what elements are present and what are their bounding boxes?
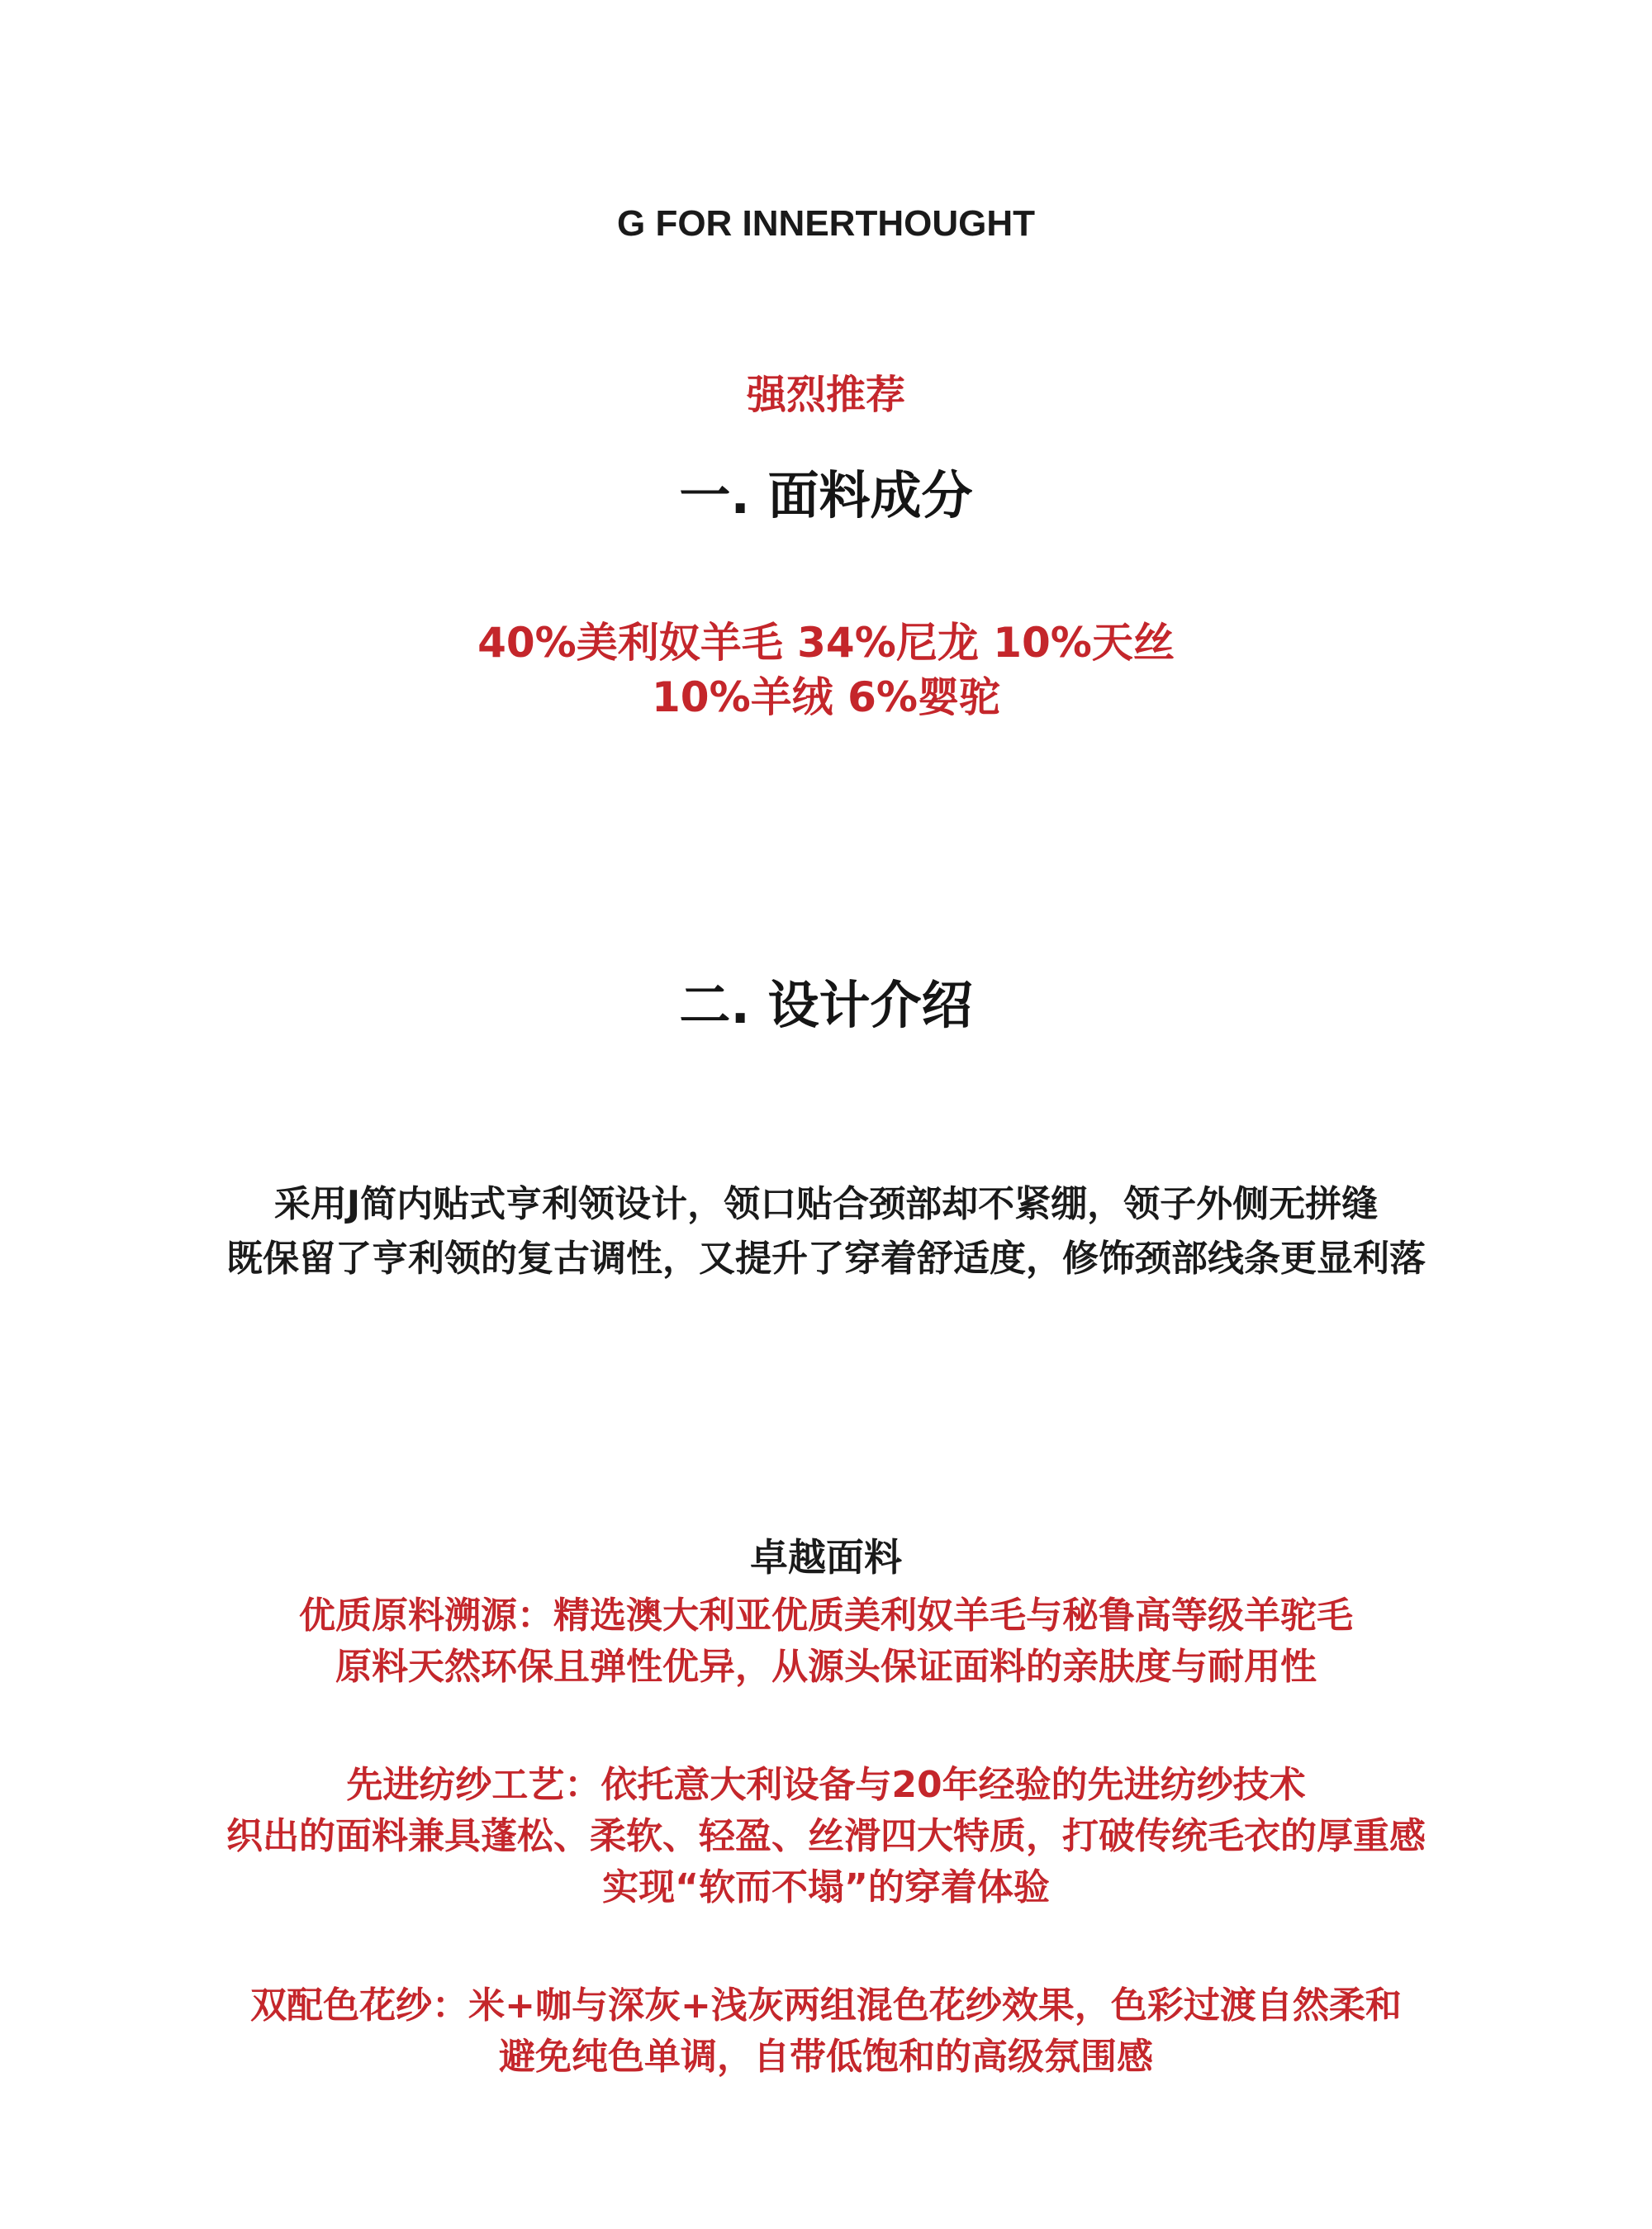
fabric-composition xyxy=(0,615,1652,725)
feature-line: 避免纯色单调，自带低饱和的高级氛围感 xyxy=(499,2036,1153,2078)
description-line: 采用J简内贴式亨利领设计，领口贴合颈部却不紧绷，领子外侧无拼缝 xyxy=(273,1183,1379,1225)
feature-line: 优质原料溯源：精选澳大利亚优质美利奴羊毛与秘鲁高等级羊驼毛 xyxy=(299,1595,1353,1637)
design-description xyxy=(0,1177,1652,1286)
composition-line: 40%美利奴羊毛 34%尼龙 10%天丝 xyxy=(477,619,1175,667)
composition-line: 10%羊绒 6%婴驼 xyxy=(652,673,1000,721)
description-line: 既保留了亨利领的复古调性，又提升了穿着舒适度，修饰颈部线条更显利落 xyxy=(226,1238,1426,1280)
section-title-design-intro: 二. 设计介绍 xyxy=(679,975,973,1035)
fabric-highlights-title: 卓越面料 xyxy=(750,1535,902,1580)
feature-line: 双配色花纱：米+咖与深灰+浅灰两组混色花纱效果，色彩过渡自然柔和 xyxy=(250,1984,1402,2027)
feature-spinning-process xyxy=(0,1760,1652,1913)
recommend-label: 强烈推荐 xyxy=(746,372,905,418)
feature-line: 织出的面料兼具蓬松、柔软、轻盈、丝滑四大特质，打破传统毛衣的厚重感 xyxy=(226,1815,1426,1857)
feature-line: 原料天然环保且弹性优异，从源头保证面料的亲肤度与耐用性 xyxy=(335,1646,1317,1688)
feature-dual-color-yarn xyxy=(0,1980,1652,2083)
feature-line: 先进纺纱工艺：依托意大利设备与20年经验的先进纺纱技术 xyxy=(346,1764,1306,1806)
brand-name: G FOR INNERTHOUGHT xyxy=(617,203,1035,244)
section-title-fabric-composition: 一. 面料成分 xyxy=(679,465,973,525)
feature-line: 实现“软而不塌”的穿着体验 xyxy=(602,1866,1050,1908)
feature-material-sourcing xyxy=(0,1590,1652,1693)
